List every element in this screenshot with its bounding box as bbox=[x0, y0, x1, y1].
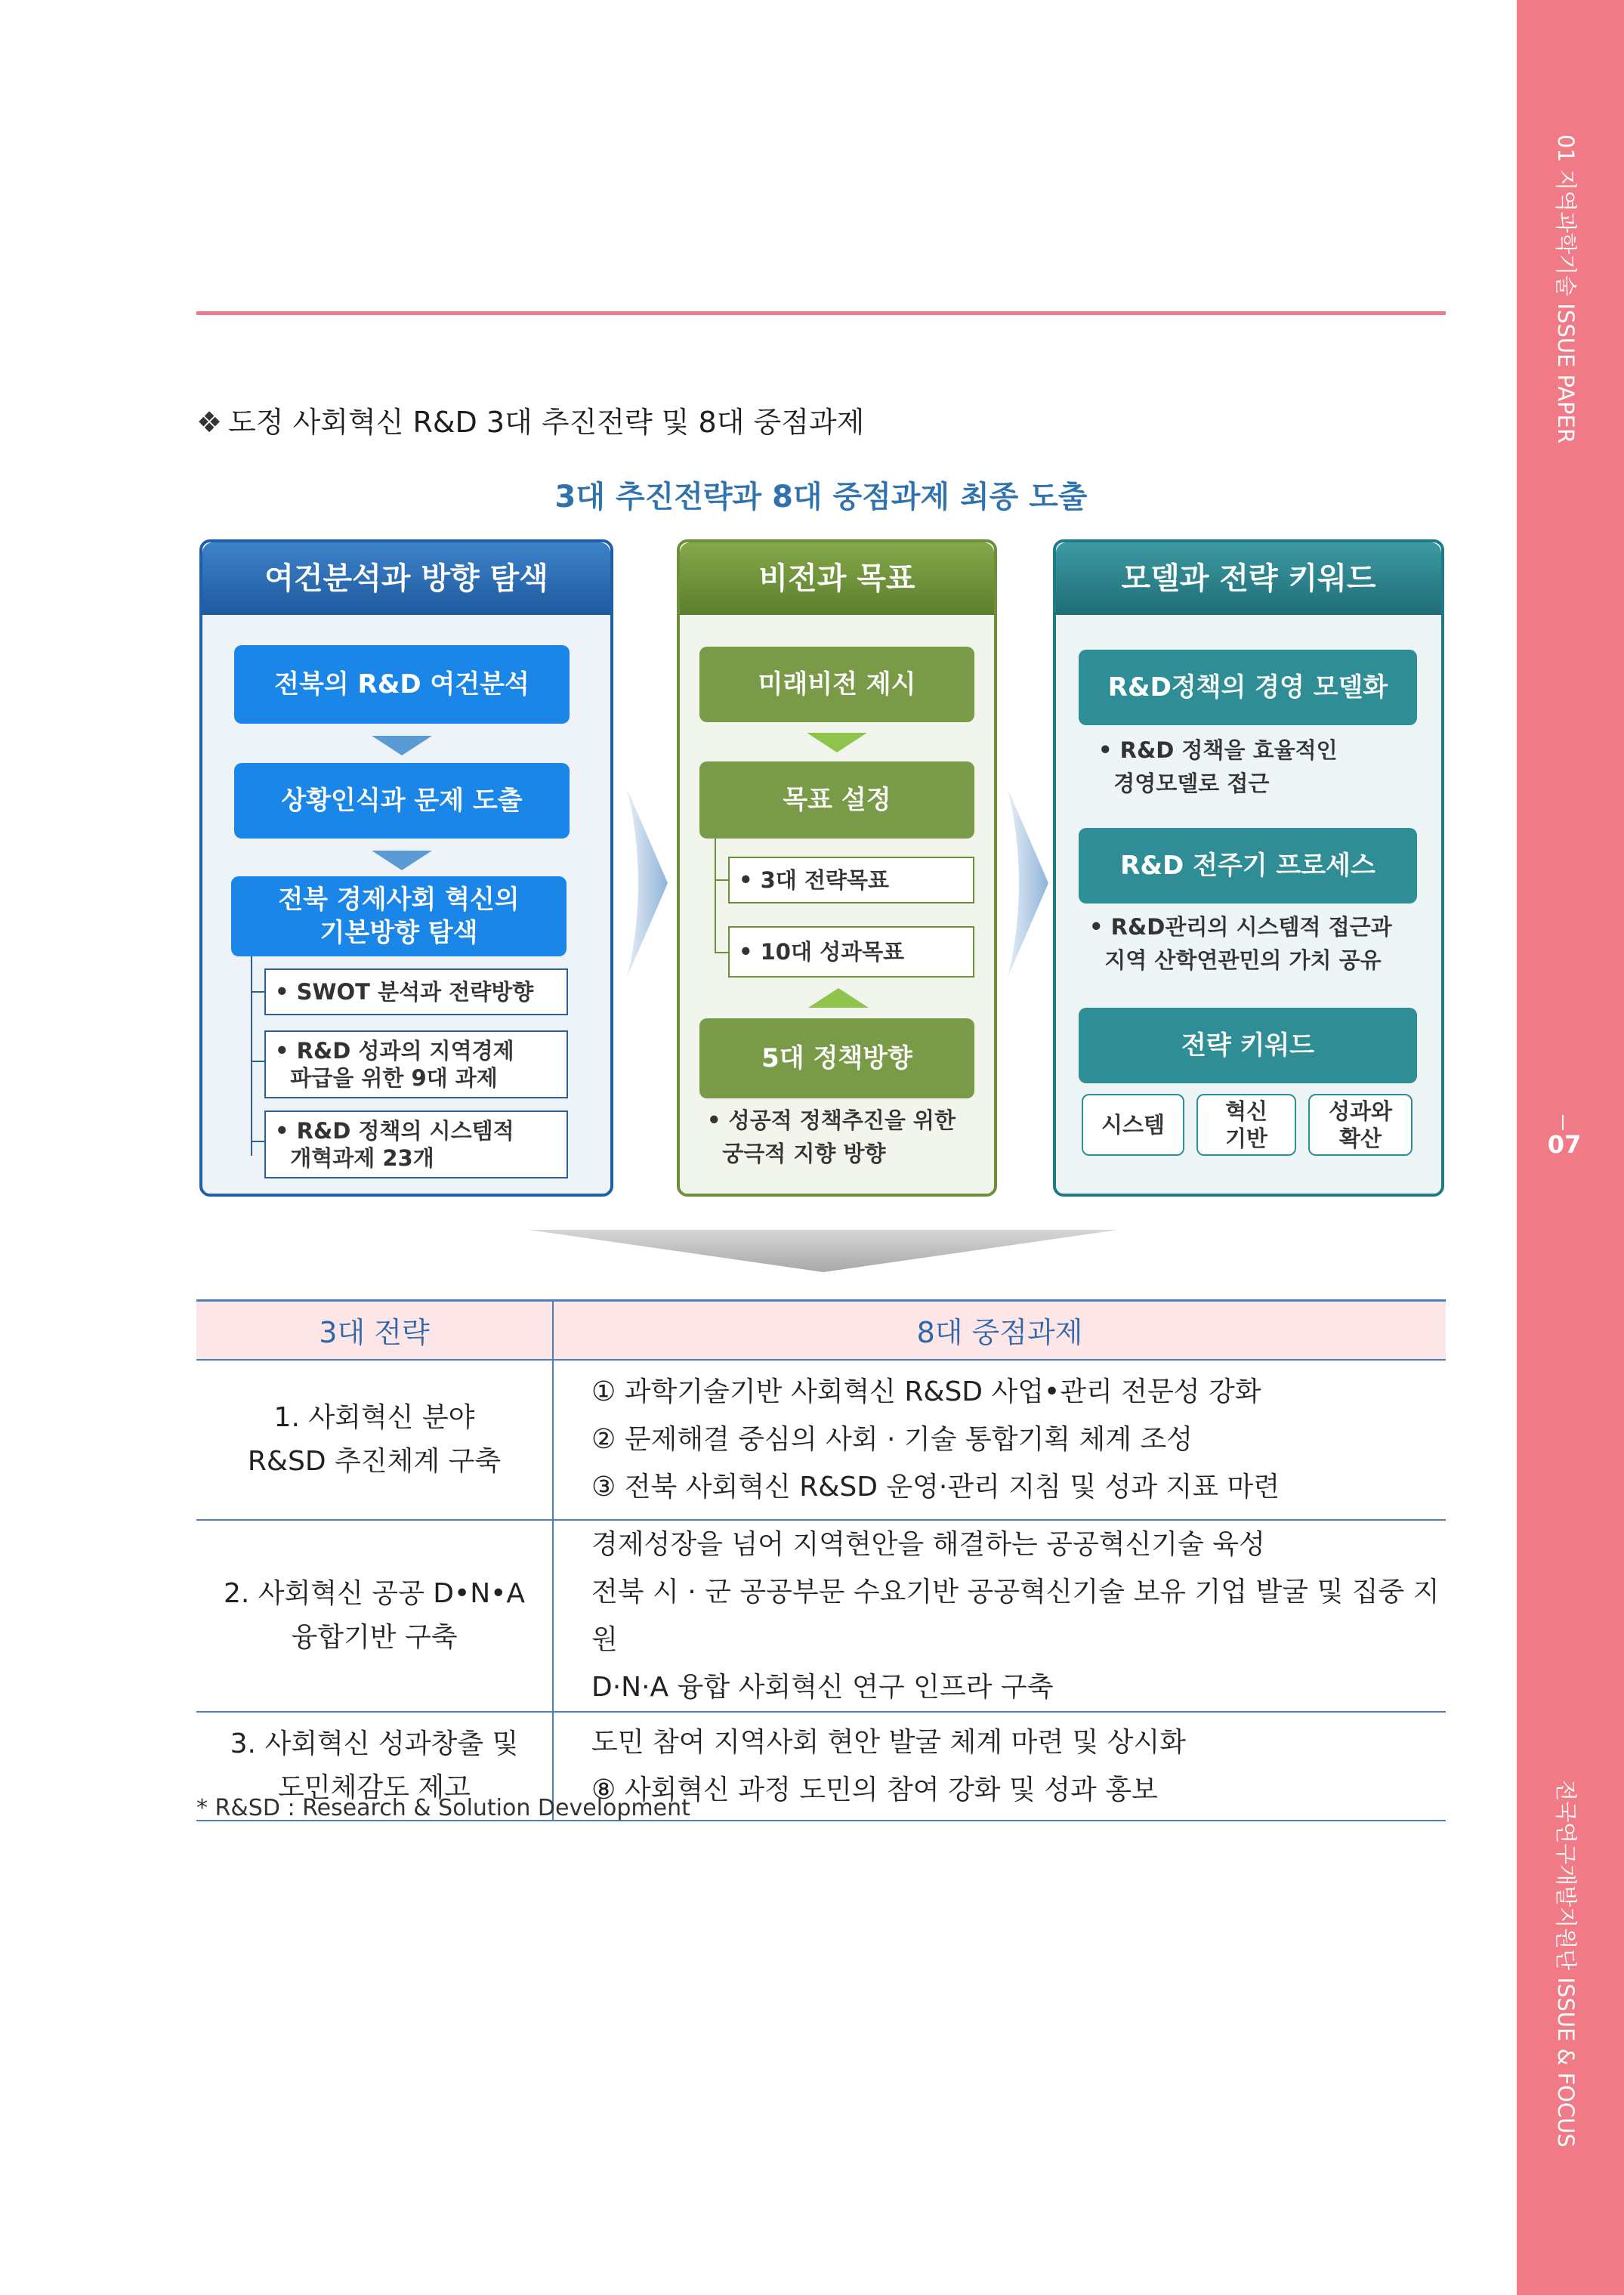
keyword-innovation-base: 혁신 기반 bbox=[1196, 1094, 1296, 1156]
down-arrow-icon bbox=[372, 736, 432, 755]
sidebar-publication-title: 전국연구개발지원단 ISSUE & FOCUS bbox=[1553, 1780, 1579, 2148]
up-arrow-icon bbox=[808, 988, 869, 1008]
panel2-box-vision: 미래비전 제시 bbox=[699, 647, 974, 722]
panel2-sub-strategic-goals: • 3대 전략목표 bbox=[728, 857, 974, 903]
strategy-task-table bbox=[196, 1299, 1446, 1821]
tasks-cell bbox=[553, 1520, 1446, 1712]
keyword-system: 시스템 bbox=[1082, 1094, 1184, 1156]
down-chevron-icon bbox=[529, 1225, 1118, 1275]
header-rule bbox=[196, 311, 1446, 315]
right-arrow-icon bbox=[624, 789, 671, 978]
panel1-sub-swot: • SWOT 분석과 전략방향 bbox=[264, 968, 568, 1015]
section-heading-text: 도정 사회혁신 R&D 3대 추진전략 및 8대 중점과제 bbox=[228, 406, 865, 439]
panel2-box-goals: 목표 설정 bbox=[699, 761, 974, 839]
diamond-bullet-icon: ❖ bbox=[196, 406, 223, 439]
tree-branch bbox=[715, 952, 728, 953]
task-item: 전북 시 · 군 공공부문 수요기반 공공혁신기술 보유 기업 발굴 및 집중 지원 bbox=[591, 1576, 1440, 1655]
table-header-row bbox=[196, 1301, 1446, 1360]
down-arrow-icon bbox=[807, 733, 867, 752]
tasks-cell bbox=[553, 1360, 1446, 1520]
strategy-cell: 3. 사회혁신 성과창출 및 도민체감도 제고 bbox=[196, 1712, 553, 1821]
keyword-performance-spread: 성과와 확산 bbox=[1308, 1094, 1413, 1156]
sidebar-series-title: 01 지역과학기술 ISSUE PAPER bbox=[1553, 134, 1579, 443]
task-item: 경제성장을 넘어 지역현안을 해결하는 공공혁신기술 육성 bbox=[591, 1528, 1265, 1560]
task-item: 도민 참여 지역사회 현안 발굴 체계 마련 및 상시화 bbox=[591, 1726, 1187, 1758]
strategy-cell: 1. 사회혁신 분야 R&SD 추진체계 구축 bbox=[196, 1360, 553, 1520]
panel3-note-model: • R&D 정책을 효율적인 경영모델로 접근 bbox=[1098, 737, 1338, 796]
panel1-header: 여건분석과 방향 탐색 bbox=[202, 542, 610, 615]
panel3-box-model: R&D정책의 경영 모델화 bbox=[1079, 650, 1417, 725]
figure-title: 3대 추진전략과 8대 중점과제 최종 도출 bbox=[554, 480, 1088, 514]
task-item: ② 문제해결 중심의 사회 · 기술 통합기획 체계 조성 bbox=[591, 1424, 1193, 1455]
tree-branch bbox=[715, 879, 728, 881]
panel2-sub-performance-goals: • 10대 성과목표 bbox=[728, 926, 974, 978]
panel1-sub-nine-tasks: • R&D 성과의 지역경제 파급을 위한 9대 과제 bbox=[264, 1030, 568, 1098]
panel2-box-policy: 5대 정책방향 bbox=[699, 1018, 974, 1098]
task-item: D·N·A 융합 사회혁신 연구 인프라 구축 bbox=[591, 1671, 1054, 1703]
tree-connector bbox=[715, 839, 716, 953]
section-heading bbox=[196, 399, 864, 440]
panel1-box-direction: 전북 경제사회 혁신의 기본방향 탐색 bbox=[231, 876, 567, 956]
panel2-header: 비전과 목표 bbox=[680, 542, 994, 615]
panel3-box-keywords: 전략 키워드 bbox=[1079, 1008, 1417, 1083]
footnote: * R&SD : Research & Solution Development bbox=[196, 1795, 690, 1821]
task-item: ③ 전북 사회혁신 R&SD 운영·관리 지침 및 성과 지표 마련 bbox=[591, 1472, 1280, 1503]
table-row bbox=[196, 1360, 1446, 1520]
panel1-sub-23-tasks: • R&D 정책의 시스템적 개혁과제 23개 bbox=[264, 1110, 568, 1178]
down-arrow-icon bbox=[372, 851, 432, 870]
tree-connector bbox=[251, 956, 252, 1156]
panel3-note-process: • R&D관리의 시스템적 접근과 지역 산학연관민의 가치 공유 bbox=[1089, 914, 1392, 973]
panel2-note: • 성공적 정책추진을 위한 궁극적 지향 방향 bbox=[707, 1107, 956, 1166]
task-item: ① 과학기술기반 사회혁신 R&SD 사업•관리 전문성 강화 bbox=[591, 1376, 1261, 1407]
page-number: 07 bbox=[1547, 1130, 1582, 1159]
tree-branch bbox=[251, 1141, 266, 1142]
column-header-strategy: 3대 전략 bbox=[196, 1301, 553, 1360]
tree-branch bbox=[251, 991, 266, 993]
strategy-cell: 2. 사회혁신 공공 D•N•A 융합기반 구축 bbox=[196, 1520, 553, 1712]
page-number-divider bbox=[1562, 1115, 1564, 1130]
tree-branch bbox=[251, 1061, 266, 1062]
table-row bbox=[196, 1520, 1446, 1712]
panel3-header: 모델과 전략 키워드 bbox=[1056, 542, 1441, 615]
panel1-box-problem: 상황인식과 문제 도출 bbox=[234, 763, 570, 839]
panel3-box-process: R&D 전주기 프로세스 bbox=[1079, 828, 1417, 903]
column-header-tasks: 8대 중점과제 bbox=[553, 1301, 1446, 1360]
panel1-box-rd-analysis: 전북의 R&D 여건분석 bbox=[234, 645, 570, 724]
right-arrow-icon bbox=[1005, 789, 1051, 978]
task-item: ⑧ 사회혁신 과정 도민의 참여 강화 및 성과 홍보 bbox=[591, 1774, 1158, 1805]
